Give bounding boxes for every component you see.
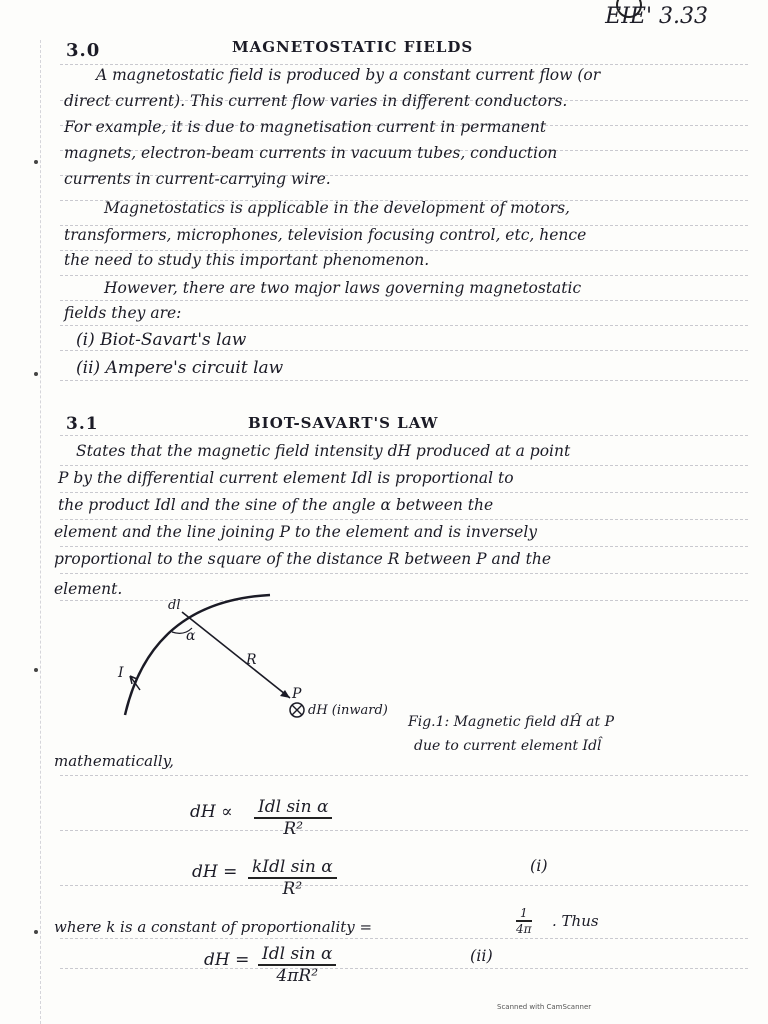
paragraph-line: transformers, microphones, television focusing control, etc, hence [64,226,587,244]
eq1-denominator: R² [283,819,304,839]
eq2-numerator: kIdl sin α [248,857,337,879]
section-number: 3.1 [66,414,99,434]
eq2-denominator: R² [282,879,303,899]
eq2-fraction [248,857,337,899]
paragraph-line: the need to study this important phenomenon. [64,251,430,269]
math-intro: mathematically, [54,752,174,770]
label-p: P [292,686,302,702]
eq1-lhs: dH ∝ [190,802,233,822]
section-number: 3.0 [66,40,101,61]
paragraph-line: proportional to the square of the distance R between P and the [54,550,551,568]
paragraph-line: direct current). This current flow varies in different conductors. [64,92,568,110]
label-current: I [118,665,124,681]
paragraph-line: fields they are: [64,304,182,322]
k-fraction [516,906,532,936]
paragraph-line: currents in current-carrying wire. [64,170,331,188]
eq3-denominator: 4πR² [276,966,319,986]
k-denominator: 4π [516,922,532,936]
label-r: R [246,652,257,668]
r-vector-line [182,612,290,698]
law-item: (i) Biot-Savart's law [76,330,247,350]
eq3-lhs: dH = [204,950,250,970]
paragraph-line: For example, it is due to magnetisation current in permanent [64,118,547,136]
k-numerator: 1 [516,906,532,922]
label-dh-inward: dH (inward) [308,703,388,718]
paragraph-line: the product Idl and the sine of the angle α between the [58,496,494,514]
label-alpha: α [186,628,196,644]
section-title: MAGNETOSTATIC FIELDS [232,38,474,56]
inward-cross [292,705,302,715]
eq3-tag: (ii) [470,946,493,965]
thus-text: . Thus [552,912,599,930]
paragraph-line: States that the magnetic field intensity dH produced at a point [76,442,571,460]
figure-caption-line2: due to current element Idl̂ [414,738,602,754]
page-header-tag: EIE' 3.33 [605,4,708,29]
eq1-numerator: Idl sin α [254,797,332,819]
eq2-lhs: dH = [192,862,238,882]
paragraph-line: magnets, electron-beam currents in vacuum tubes, conduction [64,144,558,162]
paragraph-line: A magnetostatic field is produced by a constant current flow (or [96,66,601,84]
eq1-fraction [254,797,332,839]
section-title: BIOT-SAVART'S LAW [248,414,439,432]
scanner-watermark: Scanned with CamScanner [497,1003,592,1011]
paragraph-line: P by the differential current element Idl is proportional to [58,469,514,487]
paragraph-line: Magnetostatics is applicable in the development of motors, [104,199,570,217]
paragraph-line: However, there are two major laws governing magnetostatic [104,279,582,297]
law-item: (ii) Ampere's circuit law [76,358,284,378]
paragraph-line: element and the line joining P to the element and is inversely [54,523,538,541]
figure-caption-line1: Fig.1: Magnetic field dĤ at P [408,714,614,730]
label-dl: dl [168,598,181,613]
eq2-tag: (i) [530,856,548,875]
paragraph-line: element. [54,580,123,598]
eq3-fraction [258,944,336,986]
where-line: where k is a constant of proportionality = [54,918,373,936]
eq3-numerator: Idl sin α [258,944,336,966]
